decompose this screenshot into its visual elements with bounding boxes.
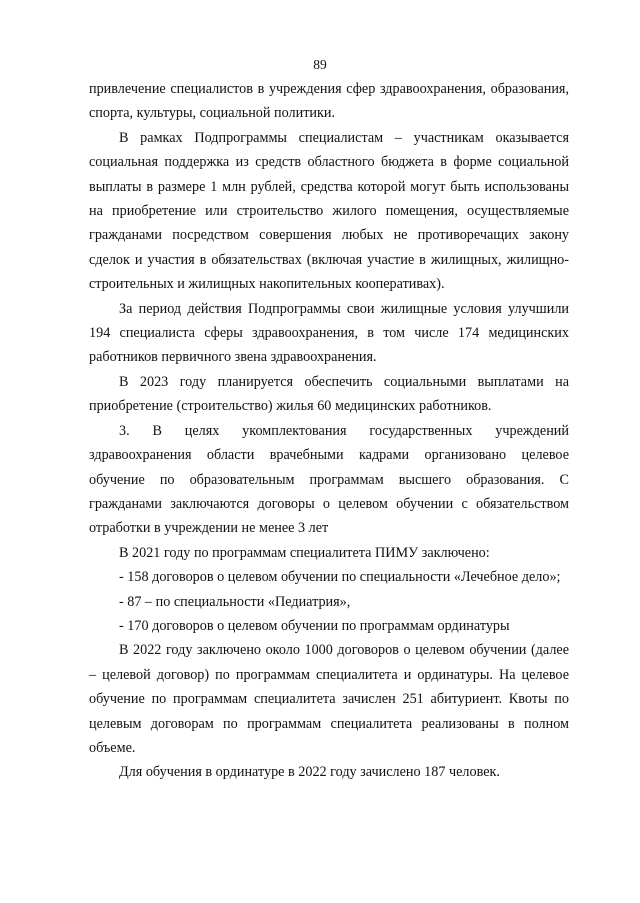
- list-item-2: - 87 – по специальности «Педиатрия»,: [119, 593, 351, 610]
- paragraph-3: За период действия Подпрограммы свои жилищные условия улучшили 194 специалиста сферы здравоохранения, в том числе 174 медицинских работников первичного звена здравоохранения.: [89, 300, 569, 366]
- page-number: 89: [313, 57, 327, 72]
- paragraph-4: В 2023 году планируется обеспечить социальными выплатами на приобретение (строительство) жилья 60 медицинских работников.: [89, 373, 569, 415]
- paragraph-2: В рамках Подпрограммы специалистам – участникам оказывается социальная поддержка из средств областного бюджета в форме социальной выплаты в размере 1 млн рублей, средства которой могут быть использованы на приобретение или строительство жилого помещения, осуществляемые гражданами посредством совершения любых не противоречащих закону сделок и участия в обязательствах (включая участие в жилищных, жилищно-строительных и жилищных накопительных кооперативах).: [89, 129, 569, 293]
- paragraph-7: В 2022 году заключено около 1000 договоров о целевом обучении (далее – целевой договор) по программам специалитета и ординатуры. На целевое обучение по программам специалитета зачислен 251 абитуриент. Квоты по целевым договорам по программам специалитета реализованы в полном объеме.: [89, 642, 569, 756]
- paragraph-5: 3. В целях укомплектования государственных учреждений здравоохранения области врачебными кадрами организовано целевое обучение по образовательным программам высшего образования. С гражданами заключаются договоры о целевом обучении с обязательством отработки в учреждении не менее 3 лет: [89, 422, 569, 537]
- document-body: [89, 77, 569, 785]
- paragraph-8: Для обучения в ординатуре в 2022 году зачислено 187 человек.: [119, 764, 500, 781]
- paragraph-1: привлечение специалистов в учреждения сфер здравоохранения, образования, спорта, культуры, социальной политики.: [89, 81, 569, 122]
- list-item-1: - 158 договоров о целевом обучении по специальности «Лечебное дело»;: [119, 569, 561, 586]
- list-item-3: - 170 договоров о целевом обучении по программам ординатуры: [119, 617, 510, 634]
- paragraph-6: В 2021 году по программам специалитета ПИМУ заключено:: [119, 544, 490, 561]
